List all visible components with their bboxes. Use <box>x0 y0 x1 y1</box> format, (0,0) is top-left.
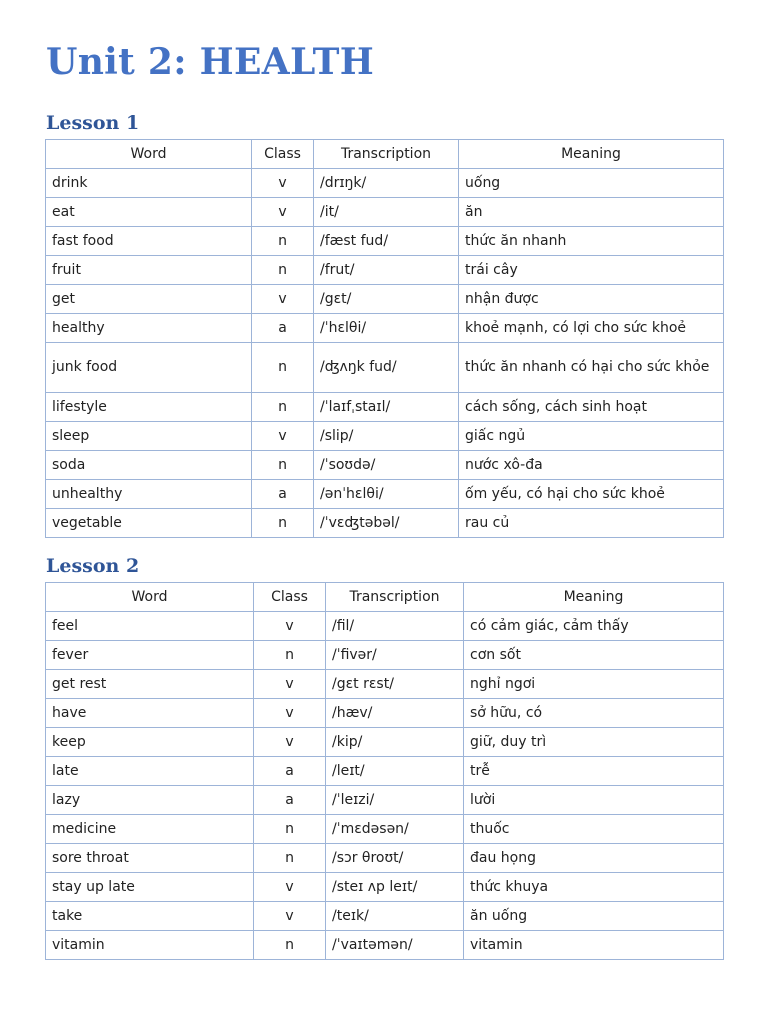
meaning-cell: sở hữu, có <box>464 699 724 728</box>
class-cell: v <box>252 422 314 451</box>
table-row <box>46 227 724 256</box>
class-cell: n <box>252 343 314 393</box>
meaning-cell: thức khuya <box>464 873 724 902</box>
transcription-cell: /ʤʌŋk fud/ <box>314 343 459 393</box>
meaning-cell: trái cây <box>459 256 724 285</box>
meaning-cell: ăn uống <box>464 902 724 931</box>
transcription-cell: /fil/ <box>326 612 464 641</box>
column-header-transcription: Transcription <box>326 583 464 612</box>
transcription-cell: /kip/ <box>326 728 464 757</box>
column-header-class: Class <box>254 583 326 612</box>
transcription-cell: /ˈfivər/ <box>326 641 464 670</box>
class-cell: v <box>254 873 326 902</box>
meaning-cell: nhận được <box>459 285 724 314</box>
transcription-cell: /teɪk/ <box>326 902 464 931</box>
table-row <box>46 815 724 844</box>
word-cell: get <box>46 285 252 314</box>
class-cell: n <box>254 815 326 844</box>
meaning-cell: ăn <box>459 198 724 227</box>
word-cell: late <box>46 757 254 786</box>
table-row <box>46 169 724 198</box>
word-cell: unhealthy <box>46 480 252 509</box>
class-cell: v <box>254 902 326 931</box>
word-cell: medicine <box>46 815 254 844</box>
word-cell: vegetable <box>46 509 252 538</box>
transcription-cell: /gɛt/ <box>314 285 459 314</box>
class-cell: v <box>252 285 314 314</box>
meaning-cell: trễ <box>464 757 724 786</box>
transcription-cell: /ˈhɛlθi/ <box>314 314 459 343</box>
transcription-cell: /hæv/ <box>326 699 464 728</box>
word-cell: lazy <box>46 786 254 815</box>
lesson-1-heading: Lesson 1 <box>46 112 140 134</box>
table-row <box>46 285 724 314</box>
word-cell: fruit <box>46 256 252 285</box>
transcription-cell: /ˈvaɪtəmən/ <box>326 931 464 960</box>
word-cell: sleep <box>46 422 252 451</box>
table-row <box>46 641 724 670</box>
table-row <box>46 612 724 641</box>
class-cell: n <box>252 256 314 285</box>
class-cell: v <box>254 699 326 728</box>
class-cell: n <box>252 227 314 256</box>
transcription-cell: /slip/ <box>314 422 459 451</box>
word-cell: keep <box>46 728 254 757</box>
class-cell: a <box>254 757 326 786</box>
class-cell: v <box>252 198 314 227</box>
column-header-meaning: Meaning <box>464 583 724 612</box>
table-row <box>46 670 724 699</box>
class-cell: n <box>254 844 326 873</box>
class-cell: n <box>254 641 326 670</box>
meaning-cell: lười <box>464 786 724 815</box>
transcription-cell: /ˈlaɪfˌstaɪl/ <box>314 393 459 422</box>
table-header-row <box>46 140 724 169</box>
transcription-cell: /ˈvɛʤtəbəl/ <box>314 509 459 538</box>
transcription-cell: /fæst fud/ <box>314 227 459 256</box>
meaning-cell: đau họng <box>464 844 724 873</box>
class-cell: v <box>254 728 326 757</box>
table-row <box>46 343 724 393</box>
transcription-cell: /frut/ <box>314 256 459 285</box>
transcription-cell: /sɔr θroʊt/ <box>326 844 464 873</box>
class-cell: n <box>252 451 314 480</box>
word-cell: fever <box>46 641 254 670</box>
lesson-2-heading: Lesson 2 <box>46 555 140 577</box>
meaning-cell: giấc ngủ <box>459 422 724 451</box>
meaning-cell: giữ, duy trì <box>464 728 724 757</box>
word-cell: lifestyle <box>46 393 252 422</box>
class-cell: n <box>252 509 314 538</box>
transcription-cell: /ˈmɛdəsən/ <box>326 815 464 844</box>
word-cell: drink <box>46 169 252 198</box>
word-cell: healthy <box>46 314 252 343</box>
meaning-cell: uống <box>459 169 724 198</box>
word-cell: junk food <box>46 343 252 393</box>
table-row <box>46 728 724 757</box>
meaning-cell: khoẻ mạnh, có lợi cho sức khoẻ <box>459 314 724 343</box>
meaning-cell: cơn sốt <box>464 641 724 670</box>
table-row <box>46 786 724 815</box>
word-cell: fast food <box>46 227 252 256</box>
table-row <box>46 393 724 422</box>
meaning-cell: có cảm giác, cảm thấy <box>464 612 724 641</box>
word-cell: sore throat <box>46 844 254 873</box>
table-row <box>46 757 724 786</box>
transcription-cell: /it/ <box>314 198 459 227</box>
column-header-word: Word <box>46 583 254 612</box>
transcription-cell: /steɪ ʌp leɪt/ <box>326 873 464 902</box>
meaning-cell: vitamin <box>464 931 724 960</box>
word-cell: eat <box>46 198 252 227</box>
meaning-cell: thức ăn nhanh có hại cho sức khỏe <box>459 343 724 393</box>
transcription-cell: /drɪŋk/ <box>314 169 459 198</box>
table-row <box>46 314 724 343</box>
transcription-cell: /ˈsoʊdə/ <box>314 451 459 480</box>
class-cell: n <box>252 393 314 422</box>
word-cell: take <box>46 902 254 931</box>
meaning-cell: cách sống, cách sinh hoạt <box>459 393 724 422</box>
transcription-cell: /gɛt rɛst/ <box>326 670 464 699</box>
column-header-word: Word <box>46 140 252 169</box>
table-row <box>46 480 724 509</box>
table-row <box>46 451 724 480</box>
class-cell: v <box>254 612 326 641</box>
class-cell: n <box>254 931 326 960</box>
meaning-cell: thuốc <box>464 815 724 844</box>
table-row <box>46 931 724 960</box>
class-cell: v <box>254 670 326 699</box>
word-cell: stay up late <box>46 873 254 902</box>
class-cell: a <box>252 480 314 509</box>
table-row <box>46 509 724 538</box>
transcription-cell: /ˈleɪzi/ <box>326 786 464 815</box>
lesson-2-vocabulary-table <box>45 582 724 960</box>
word-cell: feel <box>46 612 254 641</box>
meaning-cell: thức ăn nhanh <box>459 227 724 256</box>
table-row <box>46 256 724 285</box>
lesson-1-vocabulary-table <box>45 139 724 538</box>
class-cell: a <box>252 314 314 343</box>
word-cell: get rest <box>46 670 254 699</box>
meaning-cell: nước xô-đa <box>459 451 724 480</box>
meaning-cell: rau củ <box>459 509 724 538</box>
word-cell: soda <box>46 451 252 480</box>
column-header-meaning: Meaning <box>459 140 724 169</box>
page-title: Unit 2: HEALTH <box>46 41 375 83</box>
transcription-cell: /leɪt/ <box>326 757 464 786</box>
table-row <box>46 873 724 902</box>
table-row <box>46 844 724 873</box>
class-cell: a <box>254 786 326 815</box>
word-cell: vitamin <box>46 931 254 960</box>
table-row <box>46 422 724 451</box>
class-cell: v <box>252 169 314 198</box>
meaning-cell: nghỉ ngơi <box>464 670 724 699</box>
table-row <box>46 198 724 227</box>
column-header-class: Class <box>252 140 314 169</box>
word-cell: have <box>46 699 254 728</box>
table-header-row <box>46 583 724 612</box>
column-header-transcription: Transcription <box>314 140 459 169</box>
transcription-cell: /ənˈhɛlθi/ <box>314 480 459 509</box>
table-row <box>46 902 724 931</box>
table-row <box>46 699 724 728</box>
meaning-cell: ốm yếu, có hại cho sức khoẻ <box>459 480 724 509</box>
